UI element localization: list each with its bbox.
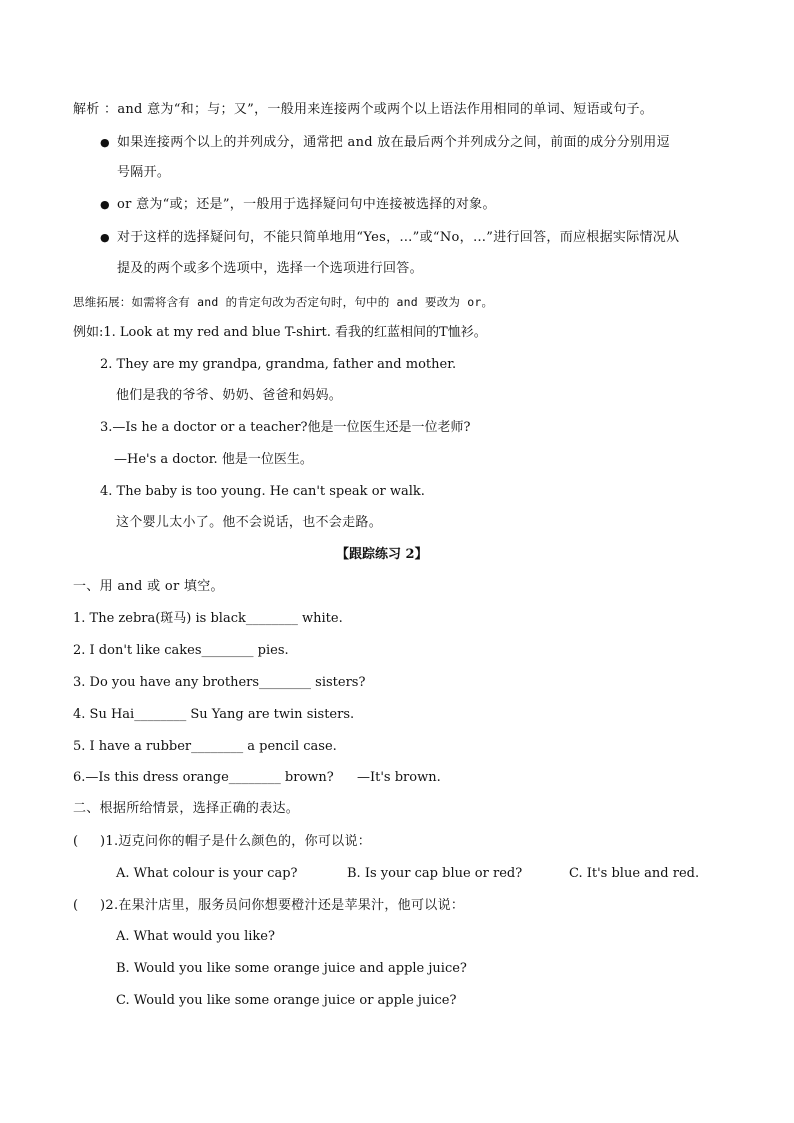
example-3-question: 3.—Is he a doctor or a teacher?他是一位医生还是一位老师? [100,420,471,435]
extension-note: 思维拓展：如需将含有 and 的肯定句改为否定句时，句中的 and 要改为 or。 [73,295,494,309]
q2-option-c: C. Would you like some orange juice or apple juice? [116,993,457,1008]
q1-option-b: B. Is your cap blue or red? [347,866,523,881]
example-2-cn: 他们是我的爷爷、奶奶、爸爸和妈妈。 [116,388,343,403]
q1-option-c: C. It's blue and red. [569,866,700,881]
q1-option-a: A. What colour is your cap? [116,866,298,881]
example-4-cn: 这个婴儿太小了。他不会说话，也不会走路。 [116,515,383,530]
part2-heading: 二、根据所给情景，选择正确的表达。 [73,801,300,816]
bullet1-line2: 号隔开。 [117,165,171,180]
analysis-intro: 解析 ：and 意为“和；与；又”，一般用来连接两个或两个以上语法作用相同的单词、短语或句子。 [73,102,654,117]
example-3-answer: —He's a doctor. 他是一位医生。 [114,452,313,467]
fill-item-3: 3. Do you have any brothers________ sisters? [73,675,366,690]
bullet1-line1: 如果连接两个以上的并列成分，通常把 and 放在最后两个并列成分之间，前面的成分分别用逗 [117,135,670,150]
bullet-icon: ● [100,231,110,244]
q1-paren-open: ( [73,834,79,849]
q2-option-b: B. Would you like some orange juice and apple juice? [116,961,467,976]
bullet-icon: ● [100,198,110,211]
fill-item-1: 1. The zebra(斑马) is black________ white. [73,611,343,626]
q2-prompt: )2.在果汁店里，服务员问你想要橙汁还是苹果汁，他可以说： [100,898,465,913]
fill-item-6-answer: —It's brown. [357,770,441,785]
example-4-en: 4. The baby is too young. He can't speak or walk. [100,484,425,499]
bullet-icon: ● [100,136,110,149]
example-2-en: 2. They are my grandpa, grandma, father and mother. [100,357,457,372]
practice-title: 【跟踪练习 2】 [336,547,428,562]
fill-item-5: 5. I have a rubber________ a pencil case. [73,739,337,754]
q2-paren-open: ( [73,898,79,913]
fill-item-4: 4. Su Hai________ Su Yang are twin sisters. [73,707,355,722]
part1-heading: 一、用 and 或 or 填空。 [73,579,224,594]
q2-option-a: A. What would you like? [116,929,275,944]
fill-item-2: 2. I don't like cakes________ pies. [73,643,289,658]
bullet3-line1: 对于这样的选择疑问句，不能只简单地用“Yes，…”或“No，…”进行回答，而应根据实际情况从 [117,230,680,245]
example-1: 例如:1. Look at my red and blue T-shirt. 看我的红蓝相间的T恤衫。 [73,325,487,340]
fill-item-6: 6.—Is this dress orange________ brown? [73,770,334,785]
bullet3-line2: 提及的两个或多个选项中，选择一个选项进行回答。 [117,261,423,276]
q1-prompt: )1.迈克问你的帽子是什么颜色的，你可以说： [100,834,372,849]
bullet2-text: or 意为“或；还是”，一般用于选择疑问句中连接被选择的对象。 [117,197,496,212]
